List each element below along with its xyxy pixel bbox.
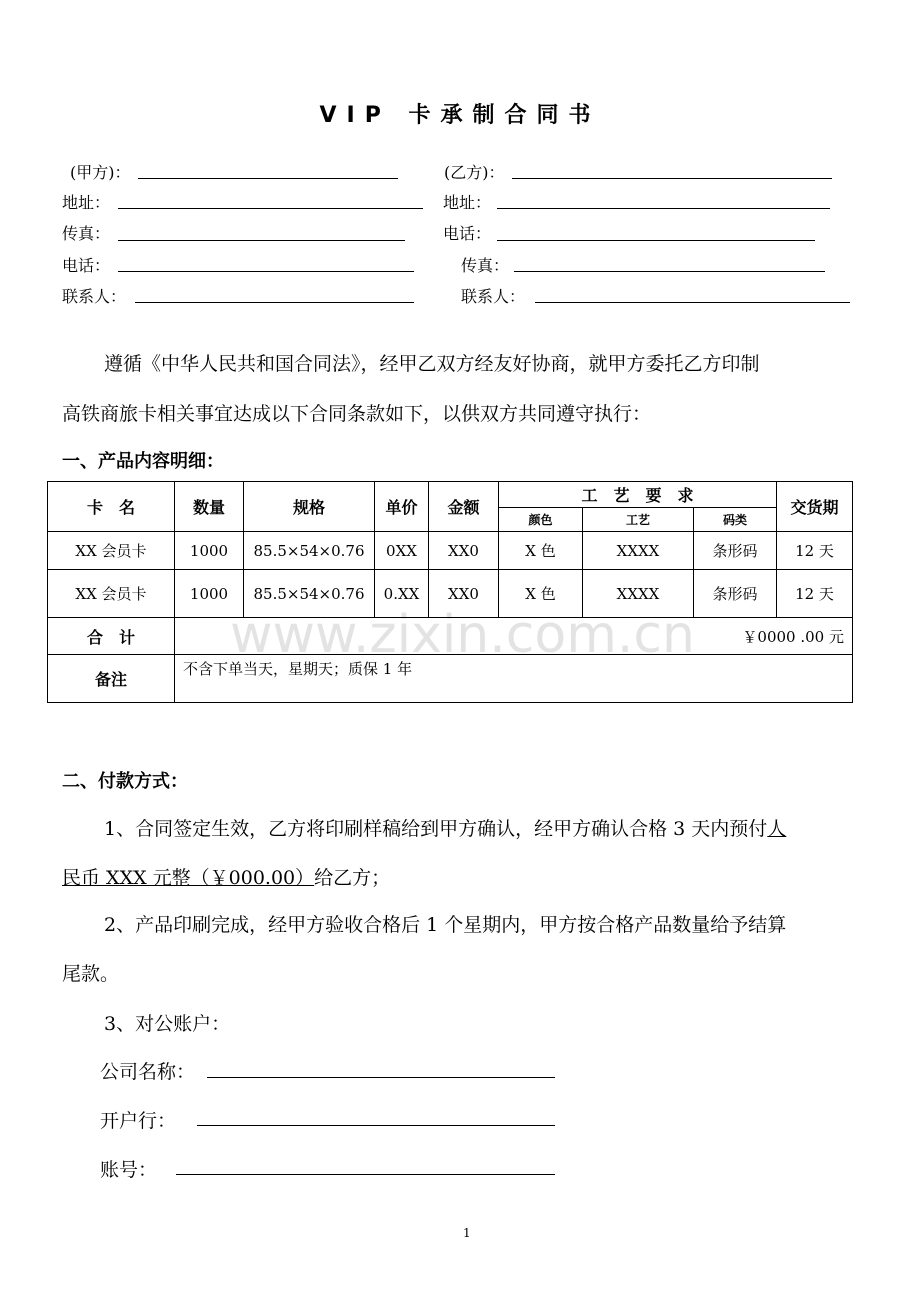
cell-qty: 1000: [175, 570, 244, 618]
party-a-address-line[interactable]: [118, 208, 423, 209]
payment-clause-2: 2、产品印刷完成，经甲方验收合格后 1 个星期内，甲方按合格产品数量给予结算: [104, 914, 787, 936]
payment-amount-underlined: 民币 XXX 元整（￥000.00）: [62, 867, 315, 889]
header-spec: 规格: [244, 482, 375, 532]
cell-card: XX 会员卡: [48, 532, 175, 570]
cell-craft: XXXX: [583, 532, 694, 570]
payment-clause-1-end: 给乙方；: [314, 867, 391, 889]
cell-delivery: 12 天: [777, 570, 853, 618]
party-b-fax-line[interactable]: [514, 271, 825, 272]
party-a-phone-line[interactable]: [118, 271, 414, 272]
bank-line[interactable]: [197, 1125, 555, 1126]
cell-qty: 1000: [175, 532, 244, 570]
party-a-contact-label: 联系人：: [62, 287, 127, 306]
party-b-phone-label: 电话：: [443, 224, 492, 243]
document-title: VIP 卡承制合同书: [319, 103, 601, 128]
party-b-line[interactable]: [512, 178, 832, 179]
cell-amount: XX0: [429, 570, 499, 618]
party-b-address-label: 地址：: [443, 193, 492, 212]
remark-value: 不含下单当天，星期天；质保 1 年: [175, 655, 853, 703]
total-value: ￥0000 .00 元: [175, 618, 853, 655]
party-b-fax-label: 传真：: [461, 256, 510, 275]
section-1-heading: 一、产品内容明细：: [62, 451, 224, 472]
party-b-address-line[interactable]: [497, 208, 830, 209]
party-a-line[interactable]: [138, 178, 398, 179]
party-a-fax-label: 传真：: [62, 224, 111, 243]
header-quantity: 数量: [175, 482, 244, 532]
cell-spec: 85.5×54×0.76: [244, 570, 375, 618]
header-craft-requirements: 工 艺 要 求: [499, 482, 777, 508]
party-b-phone-line[interactable]: [497, 240, 815, 241]
cell-spec: 85.5×54×0.76: [244, 532, 375, 570]
cell-color: X 色: [499, 532, 583, 570]
header-unit-price: 单价: [375, 482, 429, 532]
product-table: [47, 481, 853, 703]
cell-code: 条形码: [694, 532, 777, 570]
header-amount: 金额: [429, 482, 499, 532]
total-label: 合 计: [48, 618, 175, 655]
party-a-fax-line[interactable]: [118, 240, 405, 241]
company-name-label: 公司名称：: [100, 1061, 196, 1083]
party-b-contact-label: 联系人：: [461, 287, 526, 306]
table-row: [48, 532, 853, 570]
payment-clause-1: [104, 814, 786, 841]
intro-line-2: 高铁商旅卡相关事宜达成以下合同条款如下，以供双方共同遵守执行：: [62, 403, 652, 425]
watermark: www.zixin.com.cn: [230, 605, 695, 665]
account-label: 账号：: [100, 1159, 158, 1181]
cell-color: X 色: [499, 570, 583, 618]
subheader-code: 码类: [694, 508, 777, 532]
account-line[interactable]: [176, 1174, 555, 1175]
cell-unit: 0XX: [375, 532, 429, 570]
payment-clause-2-cont: 尾款。: [62, 963, 120, 985]
section-2-heading: 二、付款方式：: [62, 771, 188, 792]
payment-clause-1-text: 1、合同签定生效，乙方将印刷样稿给到甲方确认，经甲方确认合格 3 天内预付: [104, 818, 768, 840]
header-card-name: 卡 名: [48, 482, 175, 532]
payment-clause-3: 3、对公账户：: [104, 1013, 231, 1035]
cell-craft: XXXX: [583, 570, 694, 618]
cell-code: 条形码: [694, 570, 777, 618]
table-row: [48, 570, 853, 618]
cell-unit: 0.XX: [375, 570, 429, 618]
payment-amount-underlined: 人: [767, 818, 787, 840]
company-name-line[interactable]: [207, 1077, 555, 1078]
cell-amount: XX0: [429, 532, 499, 570]
remark-label: 备注: [48, 655, 175, 703]
cell-delivery: 12 天: [777, 532, 853, 570]
payment-clause-1-cont: [62, 863, 390, 890]
cell-card: XX 会员卡: [48, 570, 175, 618]
party-a-phone-label: 电话：: [62, 256, 111, 275]
party-a-contact-line[interactable]: [135, 302, 414, 303]
party-a-label: (甲方)：: [70, 163, 131, 182]
header-delivery: 交货期: [777, 482, 853, 532]
party-b-label: (乙方)：: [444, 163, 505, 182]
intro-line-1: 遵循《中华人民共和国合同法》，经甲乙双方经友好协商，就甲方委托乙方印制: [104, 353, 760, 375]
party-a-address-label: 地址：: [62, 193, 111, 212]
subheader-color: 颜色: [499, 508, 583, 532]
page-number: 1: [463, 1226, 471, 1240]
party-b-contact-line[interactable]: [535, 302, 850, 303]
bank-label: 开户行：: [100, 1110, 177, 1132]
subheader-craft: 工艺: [583, 508, 694, 532]
